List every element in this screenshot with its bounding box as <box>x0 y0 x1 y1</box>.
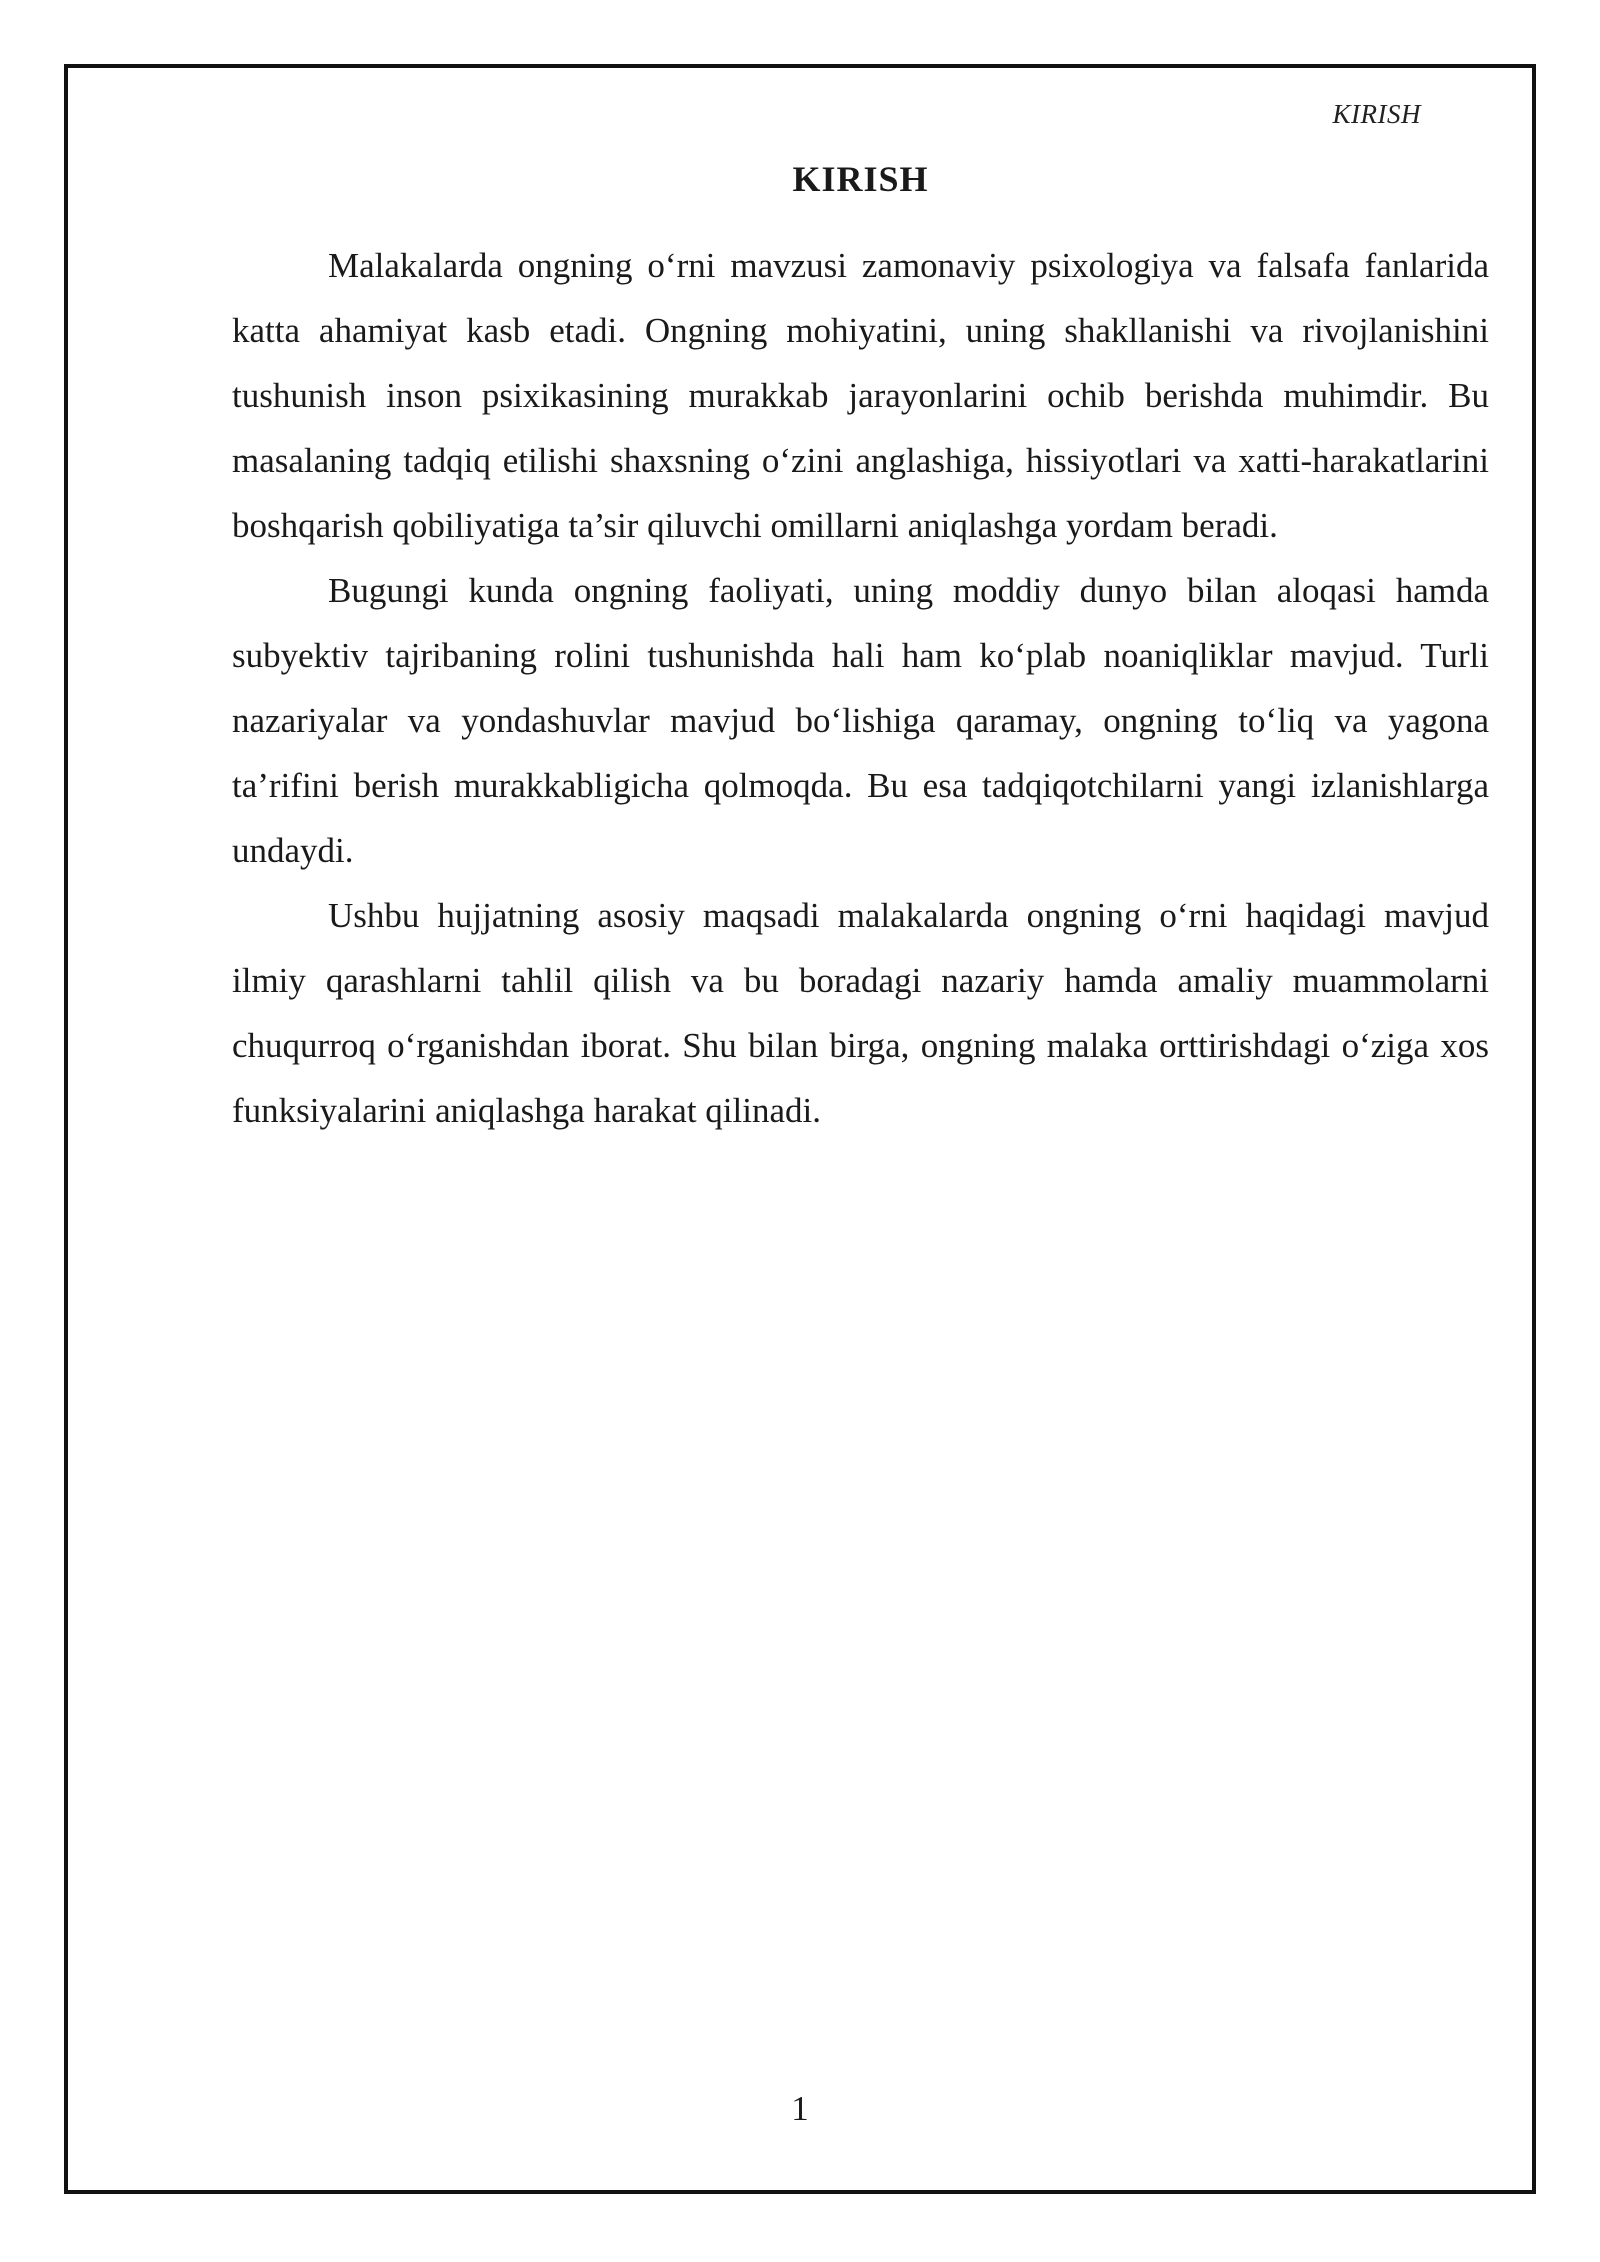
page-content <box>232 156 1489 1143</box>
paragraph-1: Malakalarda ongning o‘rni mavzusi zamonaviy psixologiya va falsafa fanlarida katta ahamiyat kasb etadi. Ongning mohiyatini, uning shakllanishi va rivojlanishini tushunish inson psixikasining murakkab jarayonlarini ochib berishda muhimdir. Bu masalaning tadqiq etilishi shaxsning o‘zini anglashiga, hissiyotlari va xatti-harakatlarini boshqarish qobiliyatiga ta’sir qiluvchi omillarni aniqlashga yordam beradi. <box>232 245 1489 545</box>
section-heading: KIRISH <box>792 159 929 199</box>
page-border <box>64 64 1536 2194</box>
page-number: 1 <box>791 2089 809 2128</box>
paragraph-3: Ushbu hujjatning asosiy maqsadi malakalarda ongning o‘rni haqidagi mavjud ilmiy qarashlarni tahlil qilish va bu boradagi nazariy hamda amaliy muammolarni chuqurroq o‘rganishdan iborat. Shu bilan birga, ongning malaka orttirishdagi o‘ziga xos funksiyalarini aniqlashga harakat qilinadi. <box>232 895 1489 1130</box>
paragraph-2: Bugungi kunda ongning faoliyati, uning moddiy dunyo bilan aloqasi hamda subyektiv tajribaning rolini tushunishda hali ham ko‘plab noaniqliklar mavjud. Turli nazariyalar va yondashuvlar mavjud bo‘lishiga qaramay, ongning to‘liq va yagona ta’rifini berish murakkabligicha qolmoqda. Bu esa tadqiqotchilarni yangi izlanishlarga undaydi. <box>232 570 1489 870</box>
running-header: KIRISH <box>1332 99 1421 129</box>
